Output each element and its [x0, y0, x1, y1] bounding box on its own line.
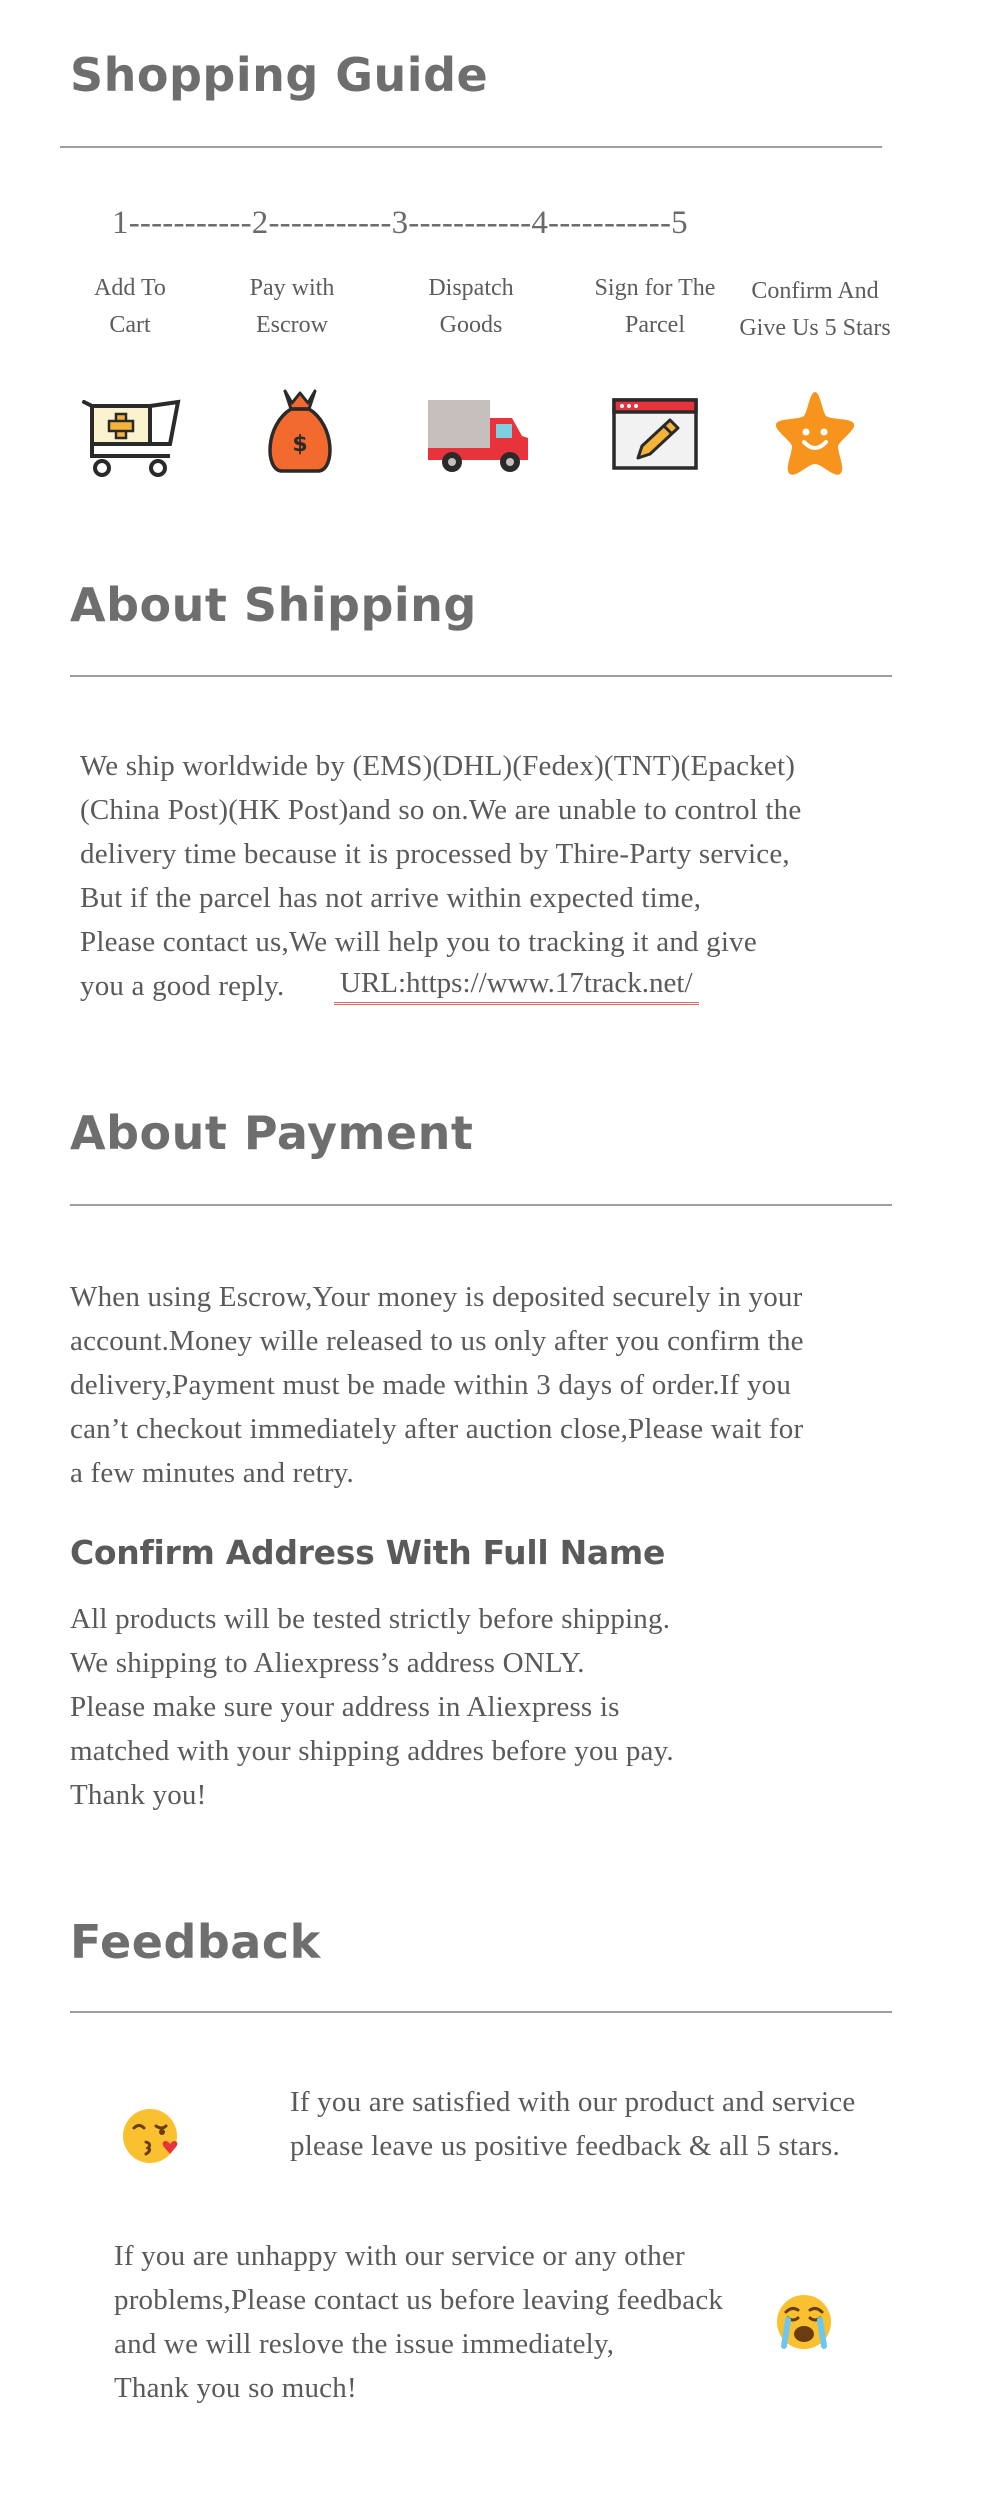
payment-line-1: When using Escrow,Your money is deposited securely in your [70, 1281, 803, 1313]
about-payment-title: About Payment [70, 1106, 474, 1160]
cart-icon [78, 392, 188, 482]
svg-text:$: $ [292, 432, 308, 457]
negative-feedback-line-3: and we will reslove the issue immediately, [114, 2328, 615, 2360]
negative-feedback-line-4: Thank you so much! [114, 2372, 357, 2404]
positive-feedback-line-1: If you are satisfied with our product and service [290, 2086, 856, 2118]
shipping-line-2: (China Post)(HK Post)and so on.We are unable to control the [80, 794, 802, 826]
address-line-4: matched with your shipping addres before you pay. [70, 1735, 674, 1767]
about-payment-divider [70, 1204, 892, 1206]
payment-line-5: a few minutes and retry. [70, 1457, 354, 1489]
kissing-face-icon [120, 2104, 184, 2168]
address-line-5: Thank you! [70, 1779, 207, 1811]
smiling-star-icon [760, 388, 870, 478]
shopping-guide-title: Shopping Guide [70, 48, 489, 102]
shipping-line-4: But if the parcel has not arrive within expected time, [80, 882, 702, 914]
step-label-1: Add To Cart [94, 275, 166, 338]
shipping-line-6: you a good reply. [80, 970, 285, 1002]
shipping-line-5: Please contact us,We will help you to tracking it and give [80, 926, 757, 958]
crying-face-icon [772, 2290, 836, 2354]
sign-window-icon [600, 392, 710, 482]
feedback-title: Feedback [70, 1915, 321, 1969]
step-label-4: Sign for The Parcel [594, 275, 716, 338]
payment-line-4: can’t checkout immediately after auction close,Please wait for [70, 1413, 804, 1445]
step-label-5: Confirm And Give Us 5 Stars [739, 278, 891, 341]
shipping-line-1: We ship worldwide by (EMS)(DHL)(Fedex)(TNT)(Epacket) [80, 750, 796, 782]
payment-line-2: account.Money wille released to us only after you confirm the [70, 1325, 804, 1357]
negative-feedback-line-1: If you are unhappy with our service or any other [114, 2240, 685, 2272]
shopping-guide-divider [60, 146, 882, 148]
steps-progress-line: 1-----------2-----------3-----------4-----------5 [112, 205, 688, 241]
address-line-1: All products will be tested strictly before shipping. [70, 1603, 671, 1635]
address-line-2: We shipping to Aliexpress’s address ONLY. [70, 1647, 585, 1679]
feedback-divider [70, 2011, 892, 2013]
payment-line-3: delivery,Payment must be made within 3 days of order.If you [70, 1369, 792, 1401]
money-bag-icon [245, 385, 355, 475]
tracking-url-link[interactable]: URL:https://www.17track.net/ [334, 967, 699, 1005]
address-line-3: Please make sure your address in Aliexpress is [70, 1691, 620, 1723]
positive-feedback-line-2: please leave us positive feedback & all 5 stars. [290, 2130, 840, 2162]
step-label-3: Dispatch Goods [428, 275, 514, 338]
confirm-address-subheading: Confirm Address With Full Name [70, 1533, 666, 1572]
truck-icon [424, 392, 534, 482]
shipping-line-3: delivery time because it is processed by Thire-Party service, [80, 838, 790, 870]
negative-feedback-line-2: problems,Please contact us before leaving feedback [114, 2284, 724, 2316]
about-shipping-title: About Shipping [70, 578, 477, 632]
step-label-2: Pay with Escrow [249, 275, 335, 338]
about-shipping-divider [70, 675, 892, 677]
